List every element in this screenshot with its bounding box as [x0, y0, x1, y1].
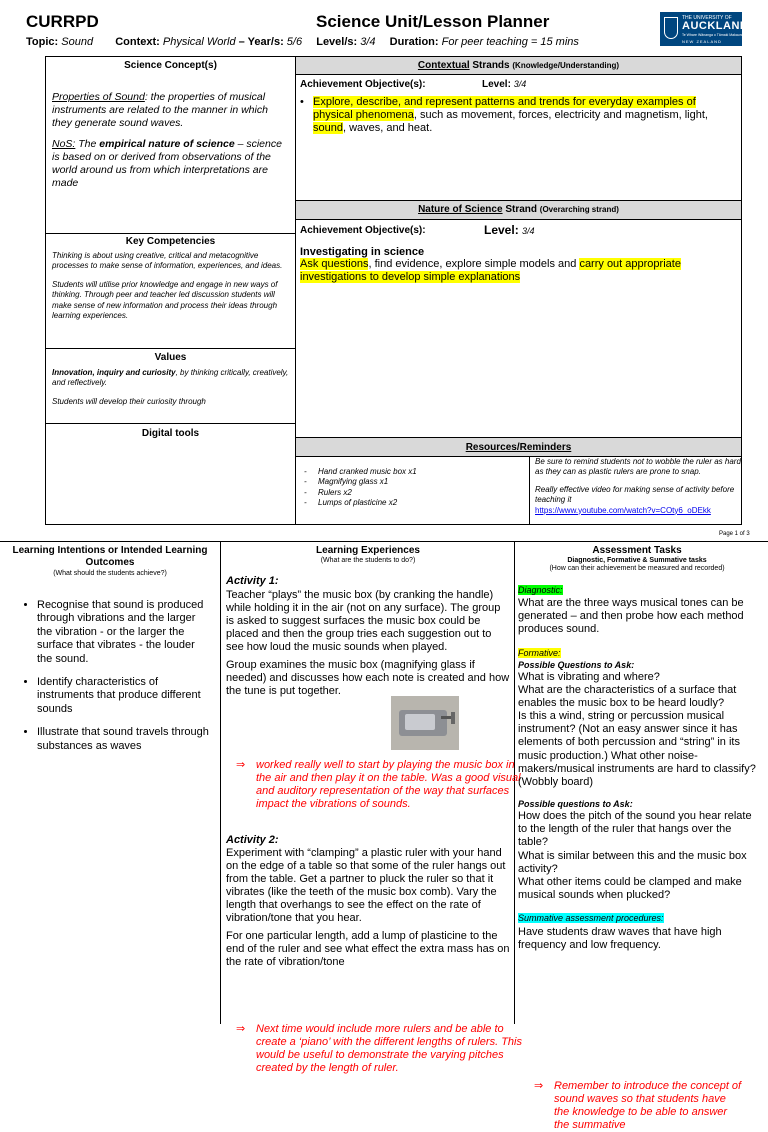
logo-line1: THE UNIVERSITY OF: [682, 15, 732, 21]
formative-questions: What is vibrating and where? What are the characteristics of a surface that enables the music box to be heard loudly? Is this a wind, string or percussion musical instrument? (Not an easy answer since it has elements of both percussion and “string” in its music production.) What other noise-makers/musical instruments are hard to classify? (Wobbly board): [518, 670, 756, 789]
contextual-bullet: • Explore, describe, and represent patterns and trends for everyday examples of physical phenomena, such as movement, forces, electricity and magnetism, light, sound, waves, and heat.: [300, 96, 708, 135]
digital-tools: [46, 424, 295, 524]
logo-line4: NEW ZEALAND: [682, 39, 722, 44]
reminder-1: Be sure to remind students not to wobble the ruler as hard as they can as plastic rulers are prone to snap.: [535, 457, 741, 477]
contextual-level-label: Level:: [482, 79, 511, 90]
activity2: [226, 834, 510, 969]
contextual-heading-u: Contextual: [417, 60, 470, 71]
contextual-t2: , waves, and heat.: [342, 122, 433, 135]
contextual-level-value: 3/4: [513, 79, 527, 89]
level-value: 3/4: [360, 36, 376, 48]
values-text: , by thinking critically, creatively, and reflectively.: [52, 368, 289, 388]
values-heading: Values: [154, 352, 187, 363]
arrow-icon: ⇒: [236, 1022, 246, 1035]
nos-hl2: carry out appropriate investigations to develop simple explanations: [300, 258, 681, 284]
topic-label: Topic:: [26, 36, 59, 48]
activity1-note: [236, 759, 526, 811]
nos-level-label: Level: [484, 223, 515, 237]
assessment-note-text: Remember to introduce the concept of sound waves so that students have the knowledge to be able to answer the summative: [554, 1079, 742, 1131]
list-item: • Identify characteristics of instruments that produce different sounds: [37, 676, 210, 716]
duration-label: Duration:: [389, 36, 439, 48]
activity1-title: Activity 1:: [226, 575, 279, 588]
nos-hl1: Ask questions: [300, 258, 369, 270]
arrow-icon: ⇒: [534, 1079, 544, 1092]
contextual-hl1: Explore, describe, and represent patterns and trends for everyday examples of physical phenomena: [313, 96, 696, 122]
context-value: Physical World: [162, 36, 236, 48]
activity2-note: [236, 1023, 526, 1075]
logo-crest-icon: [664, 17, 678, 39]
youtube-link[interactable]: https://www.youtube.com/watch?v=COty6_oDEkk: [535, 505, 711, 515]
summative-label: Summative assessment procedures:: [518, 913, 664, 924]
assessment-sub2: (How can their achievement be measured and recorded): [549, 565, 725, 573]
digital-heading: Digital tools: [141, 428, 200, 439]
experiences-heading: Learning Experiences: [316, 545, 420, 556]
learning-sub: (What should the students achieve?): [53, 570, 167, 577]
activity2-p2: For one particular length, add a lump of plasticine to the end of the ruler and see what effect the extra mass has on the rate of vibration/tone: [226, 929, 510, 968]
concepts-p2-the: The: [75, 138, 100, 151]
list-item: - Rulers x2: [296, 488, 526, 498]
year-label: – Year/s:: [238, 36, 284, 48]
assessment-heading: Assessment Tasks: [592, 545, 682, 556]
list-item: - Magnifying glass x1: [296, 477, 526, 487]
topic-value: Sound: [61, 36, 94, 48]
concepts-p2: – science is based on or derived from observations of the world around us from which interpretations are made: [52, 138, 282, 189]
assessment-sub1: Diagnostic, Formative & Summative tasks: [567, 557, 707, 564]
university-logo: [660, 12, 749, 46]
nos-heading-u: Nature of Science: [418, 204, 503, 215]
contextual-heading: [296, 57, 741, 75]
questions2-label: Possible questions to Ask:: [518, 799, 633, 810]
experiences-sub: (What are the students to do?): [320, 557, 416, 564]
learning-experiences: [226, 545, 510, 698]
nos-text: [300, 258, 750, 285]
page-number: Page 1 of 3: [719, 531, 750, 537]
list-item: • Recognise that sound is produced through vibrations and the larger the vibration - or the larger the surface that vibrates - the louder the sound.: [37, 599, 210, 666]
doc-code: CURRPD: [26, 12, 99, 31]
contextual-t1: , such as movement, forces, electricity and magnetism, light,: [413, 109, 708, 122]
key-competencies: [46, 233, 295, 349]
logo-line3: Te Whare Wānanga o Tāmaki Makaurau: [682, 33, 745, 37]
activity1-p2: Group examines the music box (magnifying glass if needed) and discusses how each note is created and how the tune is put together.: [226, 658, 510, 697]
nos-level-value: 3/4: [522, 226, 535, 236]
resources-list: [296, 467, 526, 509]
nos-level: Level: 3/4: [484, 223, 535, 237]
page-title: Science Unit/Lesson Planner: [316, 12, 550, 31]
contextual-ao: Achievement Objective(s):: [300, 79, 426, 90]
resources-heading-text: Resources/Reminders: [465, 442, 572, 453]
competencies-heading: Key Competencies: [125, 236, 216, 247]
learning-intentions: [0, 545, 220, 753]
learning-heading: Learning Intentions or Intended Learning Outcomes: [12, 545, 208, 568]
activity1-p1: Teacher “plays” the music box (by cranking the handle) while holding it in the air (not on any surface). The group is asked to suggest surfaces the music box could be placed and then the group tries each suggestion out to see how loud the music sounds when played.: [226, 588, 501, 654]
science-concepts: [46, 57, 295, 234]
reminders: [535, 457, 741, 516]
concepts-p1: : the properties of musical instruments are related to the manner in which they generate sound waves.: [52, 91, 268, 129]
nos-heading-text: Strand: [502, 204, 540, 215]
values: [46, 348, 295, 424]
values-p2: Students will develop their curiosity through: [52, 396, 206, 406]
questions2: How does the pitch of the sound you hear relate to the length of the ruler that hangs over the table? What is similar between this and the music box activity? What other items could be clamped and make musical sounds when plucked?: [518, 810, 752, 902]
reminder-2: Really effective video for making sense of activity before teaching it: [535, 484, 735, 505]
contextual-heading-text: Strands: [469, 60, 513, 71]
nos-link: NoS:: [52, 138, 76, 151]
assessment-note: [534, 1080, 744, 1132]
arrow-icon: ⇒: [236, 759, 246, 771]
nos-ao: Achievement Objective(s):: [300, 225, 426, 236]
list-item: - Hand cranked music box x1: [296, 467, 526, 477]
concepts-p2-bold: empirical nature of science: [99, 138, 235, 151]
year-value: 5/6: [286, 36, 303, 48]
diagnostic-label: Diagnostic:: [518, 584, 563, 595]
competencies-p1: Thinking is about using creative, critical and metacognitive processes to make sense of information, experiences, and ideas.: [52, 251, 283, 271]
formative-q-label: Possible Questions to Ask:: [518, 659, 635, 670]
activity2-p1: Experiment with “clamping” a plastic ruler with your hand on the edge of a table so that some of the ruler hangs out from the table. Get a partner to pluck the ruler so that it vibrates (like the teeth of the music box comb). Vary the length that overhangs to see the effect on the rate of vibration/tone that you hear.: [226, 846, 506, 924]
resources-heading: [296, 437, 741, 457]
nos-sub: Investigating in science: [300, 246, 425, 258]
activity2-note-text: Next time would include more rulers and be able to create a ‘piano’ with the different lengths of rulers. This would be useful to demonstrate the varying pitches created by the length of ruler.: [256, 1022, 522, 1074]
diagnostic-text: What are the three ways musical tones can be generated – and then probe how each method produces sound.: [518, 596, 744, 636]
logo-line2: AUCKLAND: [682, 20, 749, 32]
activity2-title: Activity 2:: [226, 834, 279, 846]
nos-heading-small: (Overarching strand): [539, 205, 619, 214]
contextual-level: [482, 79, 526, 90]
values-bold: Innovation, inquiry and curiosity: [52, 368, 176, 377]
list-item: - Lumps of plasticine x2: [296, 498, 526, 508]
list-item: • Illustrate that sound travels through substances as waves: [37, 726, 210, 753]
contextual-hl2: sound: [313, 122, 343, 135]
contextual-heading-small: (Knowledge/Understanding): [512, 61, 620, 70]
summative-text: Have students draw waves that have high frequency and low frequency.: [518, 925, 722, 951]
level-label: Level/s:: [316, 36, 358, 48]
properties-of-sound-link: Properties of Sound: [52, 91, 145, 103]
activity1-note-text: worked really well to start by playing the music box in the air and then play it on the table. Was a good visual and auditory representation of the way that surfaces impact the vibrations of sounds.: [256, 759, 521, 810]
assessment-tasks: [518, 545, 756, 952]
duration-value: For peer teaching = 15 mins: [441, 36, 579, 48]
music-box-image: [391, 696, 459, 750]
formative-label: Formative:: [518, 647, 561, 658]
competencies-p2: Students will utilise prior knowledge and engage in new ways of thinking. Through peer and teacher led discussion students will make sense of new information and process their ideas through learning experiences.: [52, 279, 278, 320]
nos-t1: , find evidence, explore simple models and: [368, 258, 580, 270]
context-label: Context:: [115, 36, 160, 48]
nos-heading: [296, 200, 741, 220]
header-meta: [26, 36, 579, 48]
concepts-heading: Science Concept(s): [124, 60, 217, 71]
